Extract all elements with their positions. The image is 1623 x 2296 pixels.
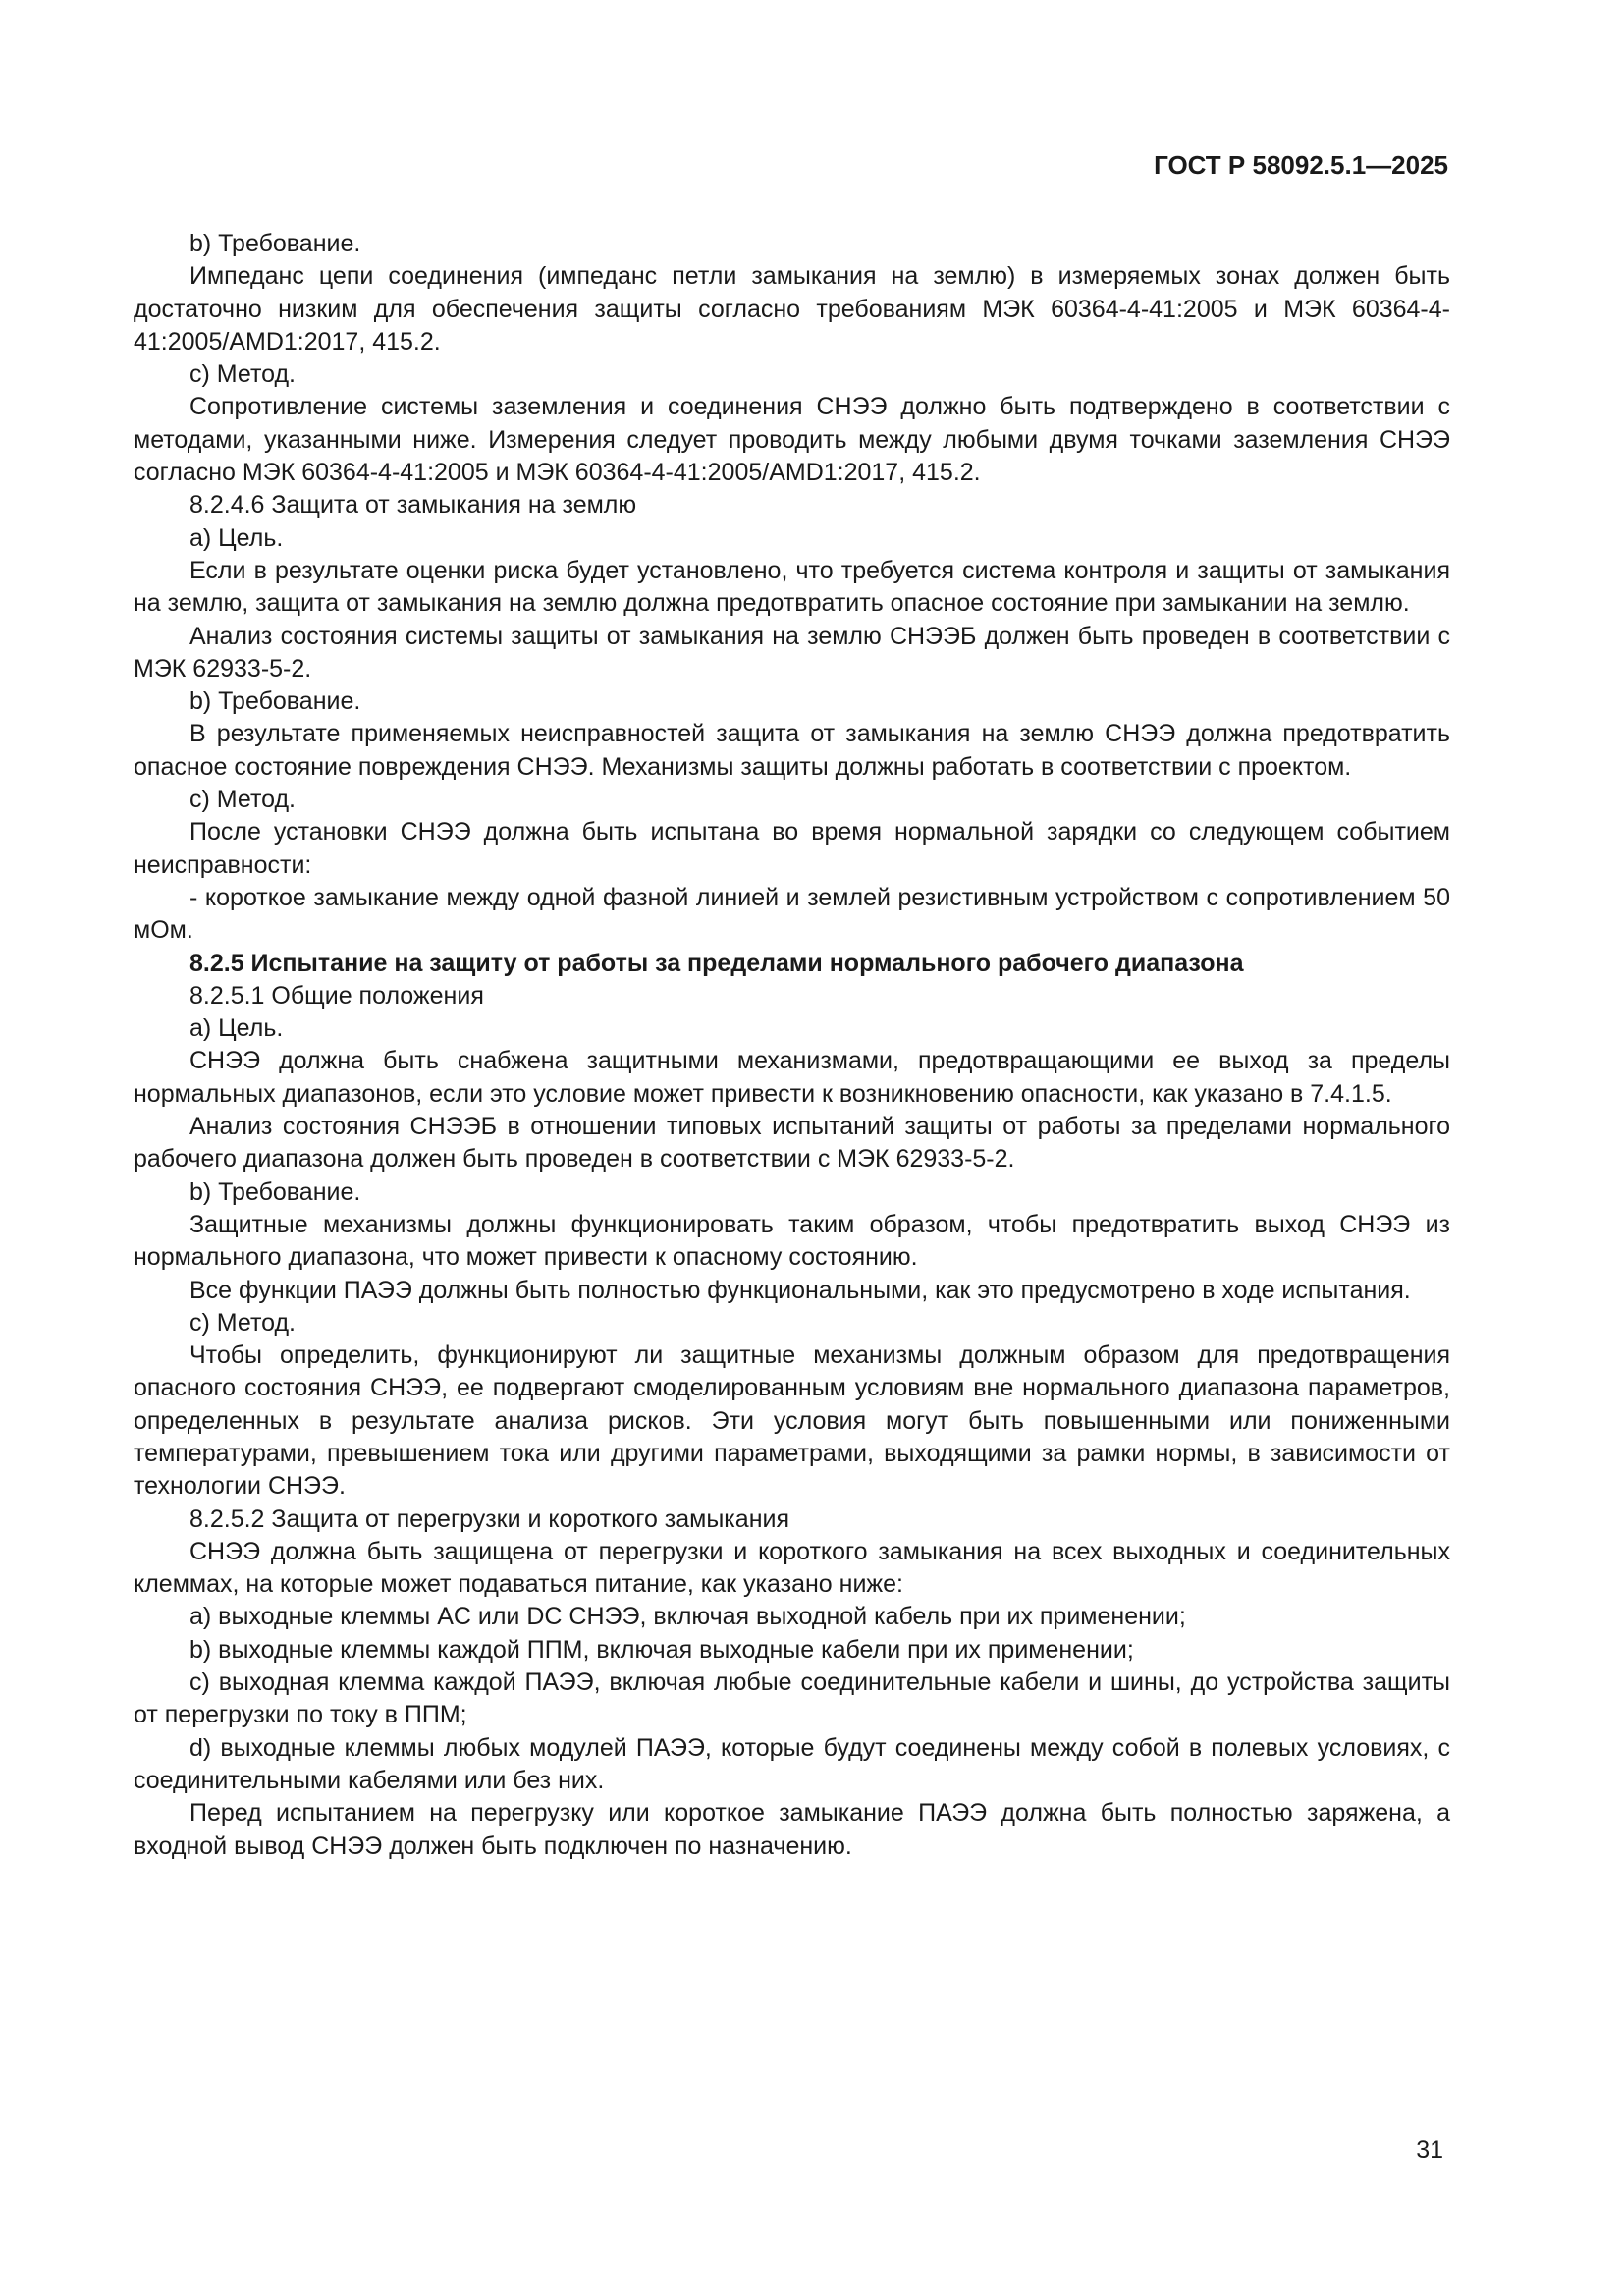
document-body [134,228,1450,1863]
section-heading [134,948,1450,980]
paragraph: Защитные механизмы должны функционировать таким образом, чтобы предотвратить выход СНЭЭ из нормального диапазона, что может привести к опасному состоянию. [134,1210,1450,1272]
paragraph: Сопротивление системы заземления и соединения СНЭЭ должно быть подтверждено в соответствии с методами, указанными ниже. Измерения следует проводить между любыми двумя точками заземления СНЭЭ согласно МЭК 60364-4-41:2005 и МЭК 60364-4-41:2005/AMD1:2017, 415.2. [134,393,1450,487]
paragraph: СНЭЭ должна быть защищена от перегрузки и короткого замыкания на всех выходных и соединительных клеммах, на которые может подаваться питание, как указано ниже: [134,1537,1450,1599]
section-heading-text: 8.2.5 Испытание на защиту от работы за пределами нормального рабочего диапазона [189,949,1244,977]
item-b-requirement: b) Требование. [189,687,361,716]
item-b-requirement: b) Требование. [189,230,361,257]
subsection-heading: 8.2.5.2 Защита от перегрузки и короткого замыкания [189,1504,790,1533]
item-b-requirement: b) Требование. [189,1177,361,1206]
paragraph: В результате применяемых неисправностей защита от замыкания на землю СНЭЭ должна предотвратить опасное состояние повреждения СНЭЭ. Механизмы защиты должны работать в соответствии с проектом. [134,720,1450,781]
list-item: b) выходные клеммы каждой ППМ, включая выходные кабели при их применении; [189,1635,1134,1664]
document-header: ГОСТ Р 58092.5.1—2025 [1154,150,1448,180]
item-a-goal: a) Цель. [189,1014,284,1043]
list-item: c) выходная клемма каждой ПАЭЭ, включая любые соединительные кабели и шины, до устройства защиты от перегрузки по току в ППМ; [134,1668,1450,1729]
list-item: a) выходные клеммы AC или DC СНЭЭ, включая выходной кабель при их применении; [189,1603,1186,1631]
paragraph: Импеданс цепи соединения (импеданс петли замыкания на землю) в измеряемых зонах должен быть достаточно низким для обеспечения защиты согласно требованиям МЭК 60364-4-41:2005 и МЭК 60364-4-41:2005/AMD1:2017, 415.2. [134,262,1450,355]
subsection-heading: 8.2.5.1 Общие положения [189,981,484,1010]
paragraph: Анализ состояния СНЭЭБ в отношении типовых испытаний защиты от работы за пределами нормального рабочего диапазона должен быть проведен в соответствии с МЭК 62933-5-2. [134,1113,1450,1174]
item-c-method: c) Метод. [189,786,297,814]
page-number: 31 [1416,2136,1443,2163]
paragraph: После установки СНЭЭ должна быть испытана во время нормальной зарядки со следующем событием неисправности: [134,818,1450,879]
paragraph: Анализ состояния системы защиты от замыкания на землю СНЭЭБ должен быть проведен в соответствии с МЭК 62933-5-2. [134,622,1450,683]
item-c-method: c) Метод. [189,360,297,389]
list-item: - короткое замыкание между одной фазной линией и землей резистивным устройством с сопротивлением 50 мОм. [134,883,1450,945]
paragraph: Все функции ПАЭЭ должны быть полностью функциональными, как это предусмотрено в ходе испытания. [189,1276,1411,1304]
item-c-method: c) Метод. [189,1308,297,1337]
paragraph: СНЭЭ должна быть снабжена защитными механизмами, предотвращающими ее выход за пределы нормальных диапазонов, если это условие может привести к возникновению опасности, как указано в 7.4.1.5. [134,1047,1450,1108]
paragraph: Перед испытанием на перегрузку или короткое замыкание ПАЭЭ должна быть полностью заряжена, а входной вывод СНЭЭ должен быть подключен по назначению. [134,1799,1450,1860]
paragraph: Если в результате оценки риска будет установлено, что требуется система контроля и защиты от замыкания на землю, защита от замыкания на землю должна предотвратить опасное состояние при замыкании на землю. [134,556,1450,618]
item-a-goal: a) Цель. [189,523,284,552]
paragraph: Чтобы определить, функционируют ли защитные механизмы должным образом для предотвращения опасного состояния СНЭЭ, ее подвергают смоделированным условиям вне нормального диапазона параметров, определенных в результате анализа рисков. Эти условия могут быть повышенными или пониженными температурами, превышением тока или другими параметрами, выходящими за рамки нормы, в зависимости от технологии СНЭЭ. [134,1341,1450,1501]
list-item: d) выходные клеммы любых модулей ПАЭЭ, которые будут соединены между собой в полевых условиях, с соединительными кабелями или без них. [134,1733,1450,1794]
subsection-heading: 8.2.4.6 Защита от замыкания на землю [189,491,637,519]
